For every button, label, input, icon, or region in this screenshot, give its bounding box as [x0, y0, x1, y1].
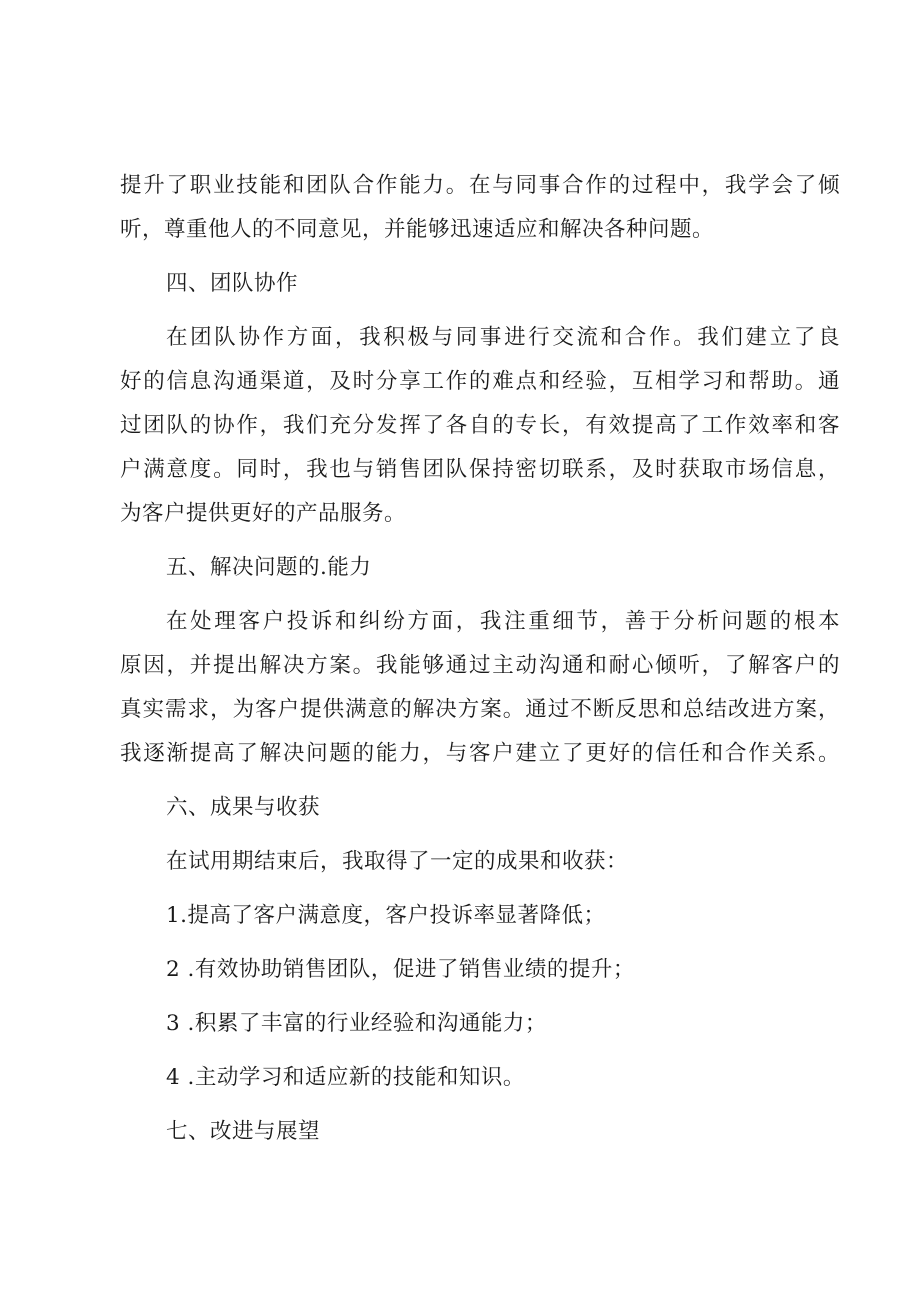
problem-solving-line-4: 我逐渐提高了解决问题的能力，与客户建立了更好的信任和合作关系。 [120, 741, 840, 766]
document-body [120, 164, 840, 1154]
section-heading-results: 六、成果与收获 [166, 795, 321, 820]
list-item: 2 .有效协助销售团队，促进了销售业绩的提升； [166, 957, 635, 982]
section-heading-teamwork: 四、团队协作 [166, 271, 299, 296]
problem-solving-line-1: 在处理客户投诉和纠纷方面，我注重细节，善于分析问题的根本 [166, 609, 840, 634]
intro-line-1: 提升了职业技能和团队合作能力。在与同事合作的过程中，我学会了倾 [120, 173, 840, 198]
teamwork-line-5: 为客户提供更好的产品服务。 [120, 501, 407, 526]
problem-solving-line-3: 真实需求，为客户提供满意的解决方案。通过不断反思和总结改进方案， [120, 697, 840, 722]
list-item: 4 .主动学习和适应新的技能和知识。 [166, 1065, 525, 1090]
list-item: 1.提高了客户满意度，客户投诉率显著降低； [166, 903, 606, 928]
list-item: 3 .积累了丰富的行业经验和沟通能力； [166, 1011, 547, 1036]
section-heading-problem-solving: 五、解决问题的.能力 [166, 555, 372, 580]
teamwork-line-3: 过团队的协作，我们充分发挥了各自的专长，有效提高了工作效率和客 [120, 413, 840, 438]
teamwork-line-2: 好的信息沟通渠道，及时分享工作的难点和经验，互相学习和帮助。通 [120, 369, 840, 394]
teamwork-line-4: 户满意度。同时，我也与销售团队保持密切联系，及时获取市场信息， [120, 457, 840, 482]
section-heading-improvement: 七、改进与展望 [166, 1119, 321, 1144]
teamwork-line-1: 在团队协作方面，我积极与同事进行交流和合作。我们建立了良 [166, 325, 840, 350]
results-intro: 在试用期结束后，我取得了一定的成果和收获： [166, 849, 629, 874]
problem-solving-line-2: 原因，并提出解决方案。我能够通过主动沟通和耐心倾听，了解客户的 [120, 653, 840, 678]
intro-line-2: 听，尊重他人的不同意见，并能够迅速适应和解决各种问题。 [120, 217, 715, 242]
